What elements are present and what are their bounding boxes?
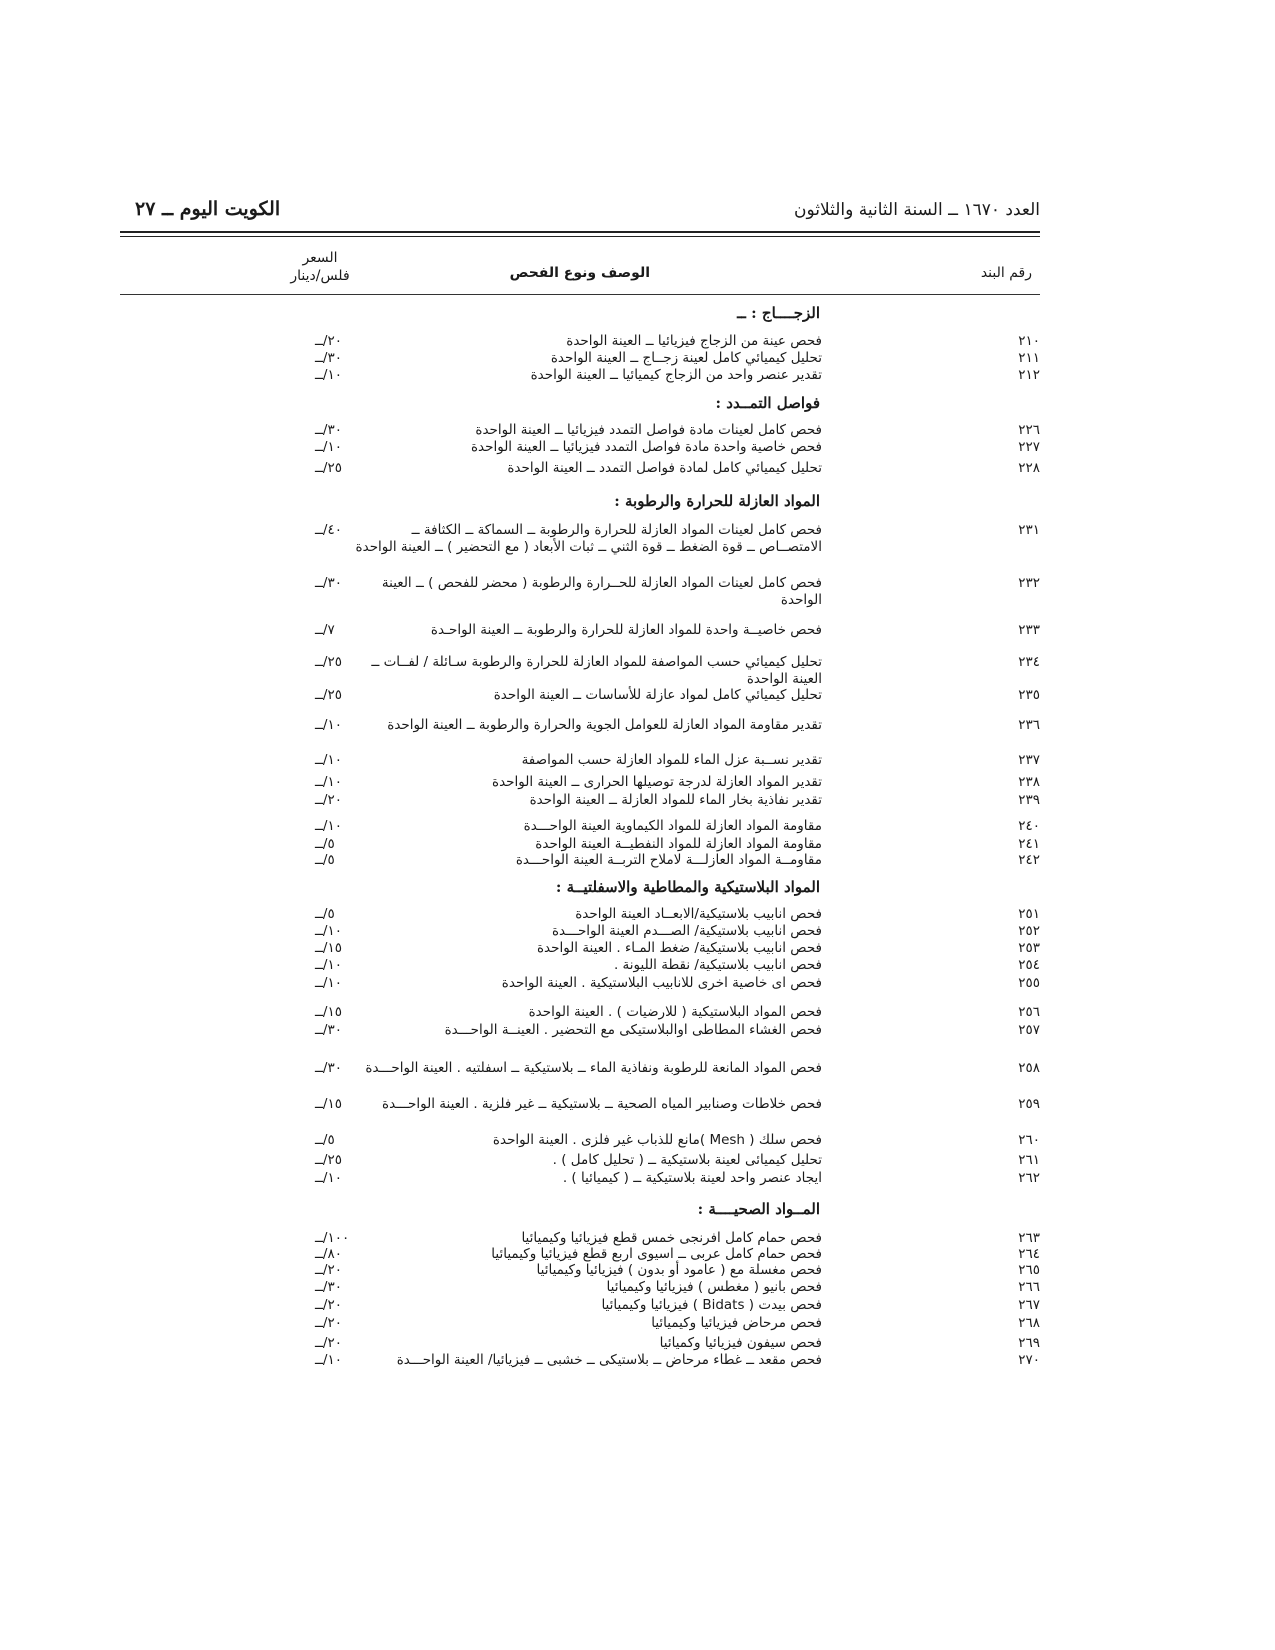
item-number: ٢٥٤ <box>1018 957 1040 973</box>
item-description: فحص سيفون فيزيائيا وكميائيا <box>659 1335 822 1351</box>
item-description: فحص خاصية واحدة مادة فواصل التمدد فيزيائيا ــ العينة الواحدة <box>470 439 822 455</box>
item-number: ٢٥١ <box>1018 906 1040 922</box>
item-description: فحص خاصيــة واحدة للمواد العازلة للحرارة والرطوبة ــ العينة الواحـدة <box>430 622 822 638</box>
item-number: ٢٣٣ <box>1018 622 1040 638</box>
item-number: ٢٦١ <box>1018 1152 1040 1168</box>
item-description: فحص كامل لعينات المواد العازلة للحــرارة والرطوبة ( محضر للفحص ) ــ العينة الواحدة <box>381 575 822 608</box>
item-price: ٢٠/ــ <box>315 1335 342 1351</box>
item-number: ٢٦٥ <box>1018 1262 1040 1278</box>
item-number: ٢٤٢ <box>1018 852 1040 868</box>
item-description: فحص اى خاصية اخرى للانابيب البلاستيكية . العينة الواحدة <box>501 975 822 991</box>
item-number: ٢٣٢ <box>1018 575 1040 591</box>
running-header <box>120 200 1040 230</box>
item-price: ١٥/ــ <box>315 1096 342 1112</box>
item-description: فحص عينة من الزجاج فيزيائيا ــ العينة الواحدة <box>566 333 822 349</box>
item-description: فحص كامل لعينات المواد العازلة للحرارة والرطوبة ــ السماكة ــ الكثافة ــ الامتصــاص ــ قوة الضغط ــ قوة الثني ــ ثبات الأبعاد ( مع التحضير ) ــ العينة الواحدة <box>355 522 822 555</box>
item-number: ٢١٠ <box>1018 333 1040 349</box>
item-number-header: رقم البند <box>980 265 1032 281</box>
item-price: ٣٠/ــ <box>315 1279 342 1295</box>
item-description: مقاومة المواد العازلة للمواد النفطيــة العينة الواحدة <box>535 836 822 852</box>
item-description: فحص مرحاض فيزيائيا وكيميائيا <box>651 1315 822 1331</box>
item-description: تقدير المواد العازلة لدرجة توصيلها الحرارى ــ العينة الواحدة <box>492 774 822 790</box>
section-title: المواد العازلة للحرارة والرطوبة : <box>614 492 820 510</box>
item-description: فحص حمام كامل عربى ــ اسيوى اربع قطع فيزيائيا وكيميائيا <box>491 1246 822 1262</box>
item-number: ٢٦٢ <box>1018 1170 1040 1186</box>
section-title: المواد البلاستيكية والمطاطية والاسفلتيــة : <box>555 878 820 896</box>
price-header-line1: السعر <box>302 250 338 266</box>
section-title: الزجــــاج : ــ <box>737 304 820 322</box>
item-price: ٣٠/ــ <box>315 1022 342 1038</box>
item-description: تحليل كيميائي حسب المواصفة للمواد العازلة للحرارة والرطوبة سـائلة / لفــات ــ العينة الواحدة <box>371 654 822 687</box>
item-number: ٢٥٢ <box>1018 923 1040 939</box>
item-price: ١٠/ــ <box>315 367 342 383</box>
item-description: فحص مغسلة مع ( عامود أو بدون ) فيزيائيا وكيميائيا <box>536 1262 822 1278</box>
item-price: ٢٥/ــ <box>315 1152 342 1168</box>
item-number: ٢٧٠ <box>1018 1352 1040 1368</box>
item-price: ١٠/ــ <box>315 717 342 733</box>
item-number: ٢٣٨ <box>1018 774 1040 790</box>
item-number: ٢٦٤ <box>1018 1246 1040 1262</box>
item-price: ١٠/ــ <box>315 975 342 991</box>
item-description: فحص المواد المانعة للرطوبة ونفاذية الماء ــ بلاستيكية ــ اسفلتيه . العينة الواحـــدة <box>365 1060 822 1076</box>
price-header-line2: فلس/دينار <box>290 268 350 284</box>
item-number: ٢٤٠ <box>1018 818 1040 834</box>
item-price: ٢٠/ــ <box>315 792 342 808</box>
item-price: ٢٠/ــ <box>315 333 342 349</box>
item-number: ٢٦٣ <box>1018 1230 1040 1246</box>
item-price: ١٠/ــ <box>315 957 342 973</box>
item-number: ٢٥٥ <box>1018 975 1040 991</box>
item-price: ٣٠/ــ <box>315 350 342 366</box>
item-number: ٢٥٨ <box>1018 1060 1040 1076</box>
section-title: المــواد الصحيــــة : <box>697 1200 820 1218</box>
item-description: فحص انابيب بلاستيكية/الابعــاد العينة الواحدة <box>575 906 822 922</box>
item-description: فحص مقعد ــ غطاء مرحاض ــ بلاستيكى ــ خشبى ــ فيزيائيا/ العينة الواحـــدة <box>396 1352 822 1368</box>
item-description: فحص المواد البلاستيكية ( للارضيات ) . العينة الواحدة <box>528 1004 822 1020</box>
item-number: ٢٥٩ <box>1018 1096 1040 1112</box>
description-header: الوصف ونوع الفحص <box>509 265 650 281</box>
price-list <box>120 300 1040 1450</box>
item-description: فحص سلك ( Mesh )مانع للذباب غير فلزى . العينة الواحدة <box>492 1132 822 1148</box>
section-title: فواصل التمــدد : <box>715 394 820 412</box>
item-number: ٢٣٦ <box>1018 717 1040 733</box>
item-price: ١٠/ــ <box>315 752 342 768</box>
item-number: ٢٢٦ <box>1018 422 1040 438</box>
item-number: ٢٦٠ <box>1018 1132 1040 1148</box>
item-price: ٢٥/ــ <box>315 687 342 703</box>
item-number: ٢٦٦ <box>1018 1279 1040 1295</box>
item-description: ايجاد عنصر واحد لعينة بلاستيكية ــ ( كيميائيا ) . <box>562 1170 822 1186</box>
item-price: ١٠٠/ــ <box>315 1230 350 1246</box>
item-description: تقدير مقاومة المواد العازلة للعوامل الجوية والحرارة والرطوبة ــ العينة الواحدة <box>387 717 822 733</box>
item-description: تقدير نســبة عزل الماء للمواد العازلة حسب المواصفة <box>521 752 822 768</box>
item-price: ٣٠/ــ <box>315 422 342 438</box>
item-description: تقدير عنصر واحد من الزجاج كيميائيا ــ العينة الواحدة <box>530 367 822 383</box>
item-price: ١٠/ــ <box>315 774 342 790</box>
item-price: ٧/ــ <box>315 622 335 638</box>
item-number: ٢٣٥ <box>1018 687 1040 703</box>
item-price: ٥/ــ <box>315 836 335 852</box>
header-rule <box>120 231 1040 233</box>
item-description: فحص بيدت ( Bidats ) فيزيائيا وكيميائيا <box>601 1297 822 1313</box>
item-price: ١٥/ــ <box>315 940 342 956</box>
item-number: ٢١١ <box>1018 350 1040 366</box>
item-description: فحص حمام كامل افرنجى خمس قطع فيزيائيا وكيميائيا <box>521 1230 822 1246</box>
item-price: ٣٠/ــ <box>315 1060 342 1076</box>
item-description: فحص كامل لعينات مادة فواصل التمدد فيزيائيا ــ العينة الواحدة <box>475 422 822 438</box>
item-price: ١٥/ــ <box>315 1004 342 1020</box>
item-price: ٢٥/ــ <box>315 460 342 476</box>
item-number: ٢١٢ <box>1018 367 1040 383</box>
price-header <box>270 249 370 285</box>
item-price: ٢٠/ــ <box>315 1315 342 1331</box>
item-number: ٢٢٨ <box>1018 460 1040 476</box>
item-number: ٢٥٣ <box>1018 940 1040 956</box>
item-description: فحص خلاطات وصنابير المياه الصحية ــ بلاستيكية ــ غير فلزية . العينة الواحـــدة <box>382 1096 822 1112</box>
item-price: ١٠/ــ <box>315 818 342 834</box>
item-price: ٤٠/ــ <box>315 522 342 538</box>
item-description: تحليل كيميائي كامل لمادة فواصل التمدد ــ العينة الواحدة <box>507 460 822 476</box>
item-price: ٢٠/ــ <box>315 1262 342 1278</box>
item-price: ٨٠/ــ <box>315 1246 342 1262</box>
item-price: ١٠/ــ <box>315 439 342 455</box>
newspaper-title: الكويت اليوم ــ ٢٧ <box>135 198 281 220</box>
item-price: ١٠/ــ <box>315 1352 342 1368</box>
item-description: مقاومة المواد العازلة للمواد الكيماوية العينة الواحـــدة <box>523 818 822 834</box>
item-number: ٢٦٧ <box>1018 1297 1040 1313</box>
item-description: تحليل كيميائي كامل لعينة زجــاج ــ العينة الواحدة <box>550 350 822 366</box>
item-number: ٢٣٧ <box>1018 752 1040 768</box>
item-number: ٢٢٧ <box>1018 439 1040 455</box>
item-price: ٢٠/ــ <box>315 1297 342 1313</box>
item-number: ٢٤١ <box>1018 836 1040 852</box>
item-description: تحليل كيميائى لعينة بلاستيكية ــ ( تحليل كامل ) . <box>552 1152 822 1168</box>
item-description: فحص انابيب بلاستيكية/ ضغط المـاء . العينة الواحدة <box>536 940 822 956</box>
item-number: ٢٣٤ <box>1018 654 1040 670</box>
column-headers <box>120 245 1040 295</box>
item-description: فحص انابيب بلاستيكية/ نقطة الليونة . <box>613 957 822 973</box>
gazette-page <box>120 190 1040 1450</box>
item-description: فحص بانيو ( مغطس ) فيزيائيا وكيميائيا <box>606 1279 822 1295</box>
item-description: مقاومــة المواد العازلـــة لاملاح التربــة العينة الواحـــدة <box>515 852 822 868</box>
issue-info: العدد ١٦٧٠ ــ السنة الثانية والثلاثون <box>793 200 1040 220</box>
item-number: ٢٣١ <box>1018 522 1040 538</box>
item-price: ٥/ــ <box>315 906 335 922</box>
item-description: تحليل كيميائي كامل لمواد عازلة للأساسات ــ العينة الواحدة <box>493 687 822 703</box>
item-price: ٢٥/ــ <box>315 654 342 670</box>
item-price: ٥/ــ <box>315 852 335 868</box>
item-number: ٢٣٩ <box>1018 792 1040 808</box>
item-price: ٣٠/ــ <box>315 575 342 591</box>
item-description: فحص انابيب بلاستيكية/ الصـــدم العينة الواحـــدة <box>551 923 822 939</box>
item-description: تقدير نفاذية بخار الماء للمواد العازلة ــ العينة الواحدة <box>529 792 822 808</box>
item-number: ٢٦٨ <box>1018 1315 1040 1331</box>
item-number: ٢٥٦ <box>1018 1004 1040 1020</box>
item-description: فحص الغشاء المطاطى اوالبلاستيكى مع التحضير . العينــة الواحـــدة <box>444 1022 822 1038</box>
item-price: ١٠/ــ <box>315 1170 342 1186</box>
item-price: ٥/ــ <box>315 1132 335 1148</box>
item-number: ٢٥٧ <box>1018 1022 1040 1038</box>
item-price: ١٠/ــ <box>315 923 342 939</box>
column-header-rule <box>120 294 1040 295</box>
item-number: ٢٦٩ <box>1018 1335 1040 1351</box>
